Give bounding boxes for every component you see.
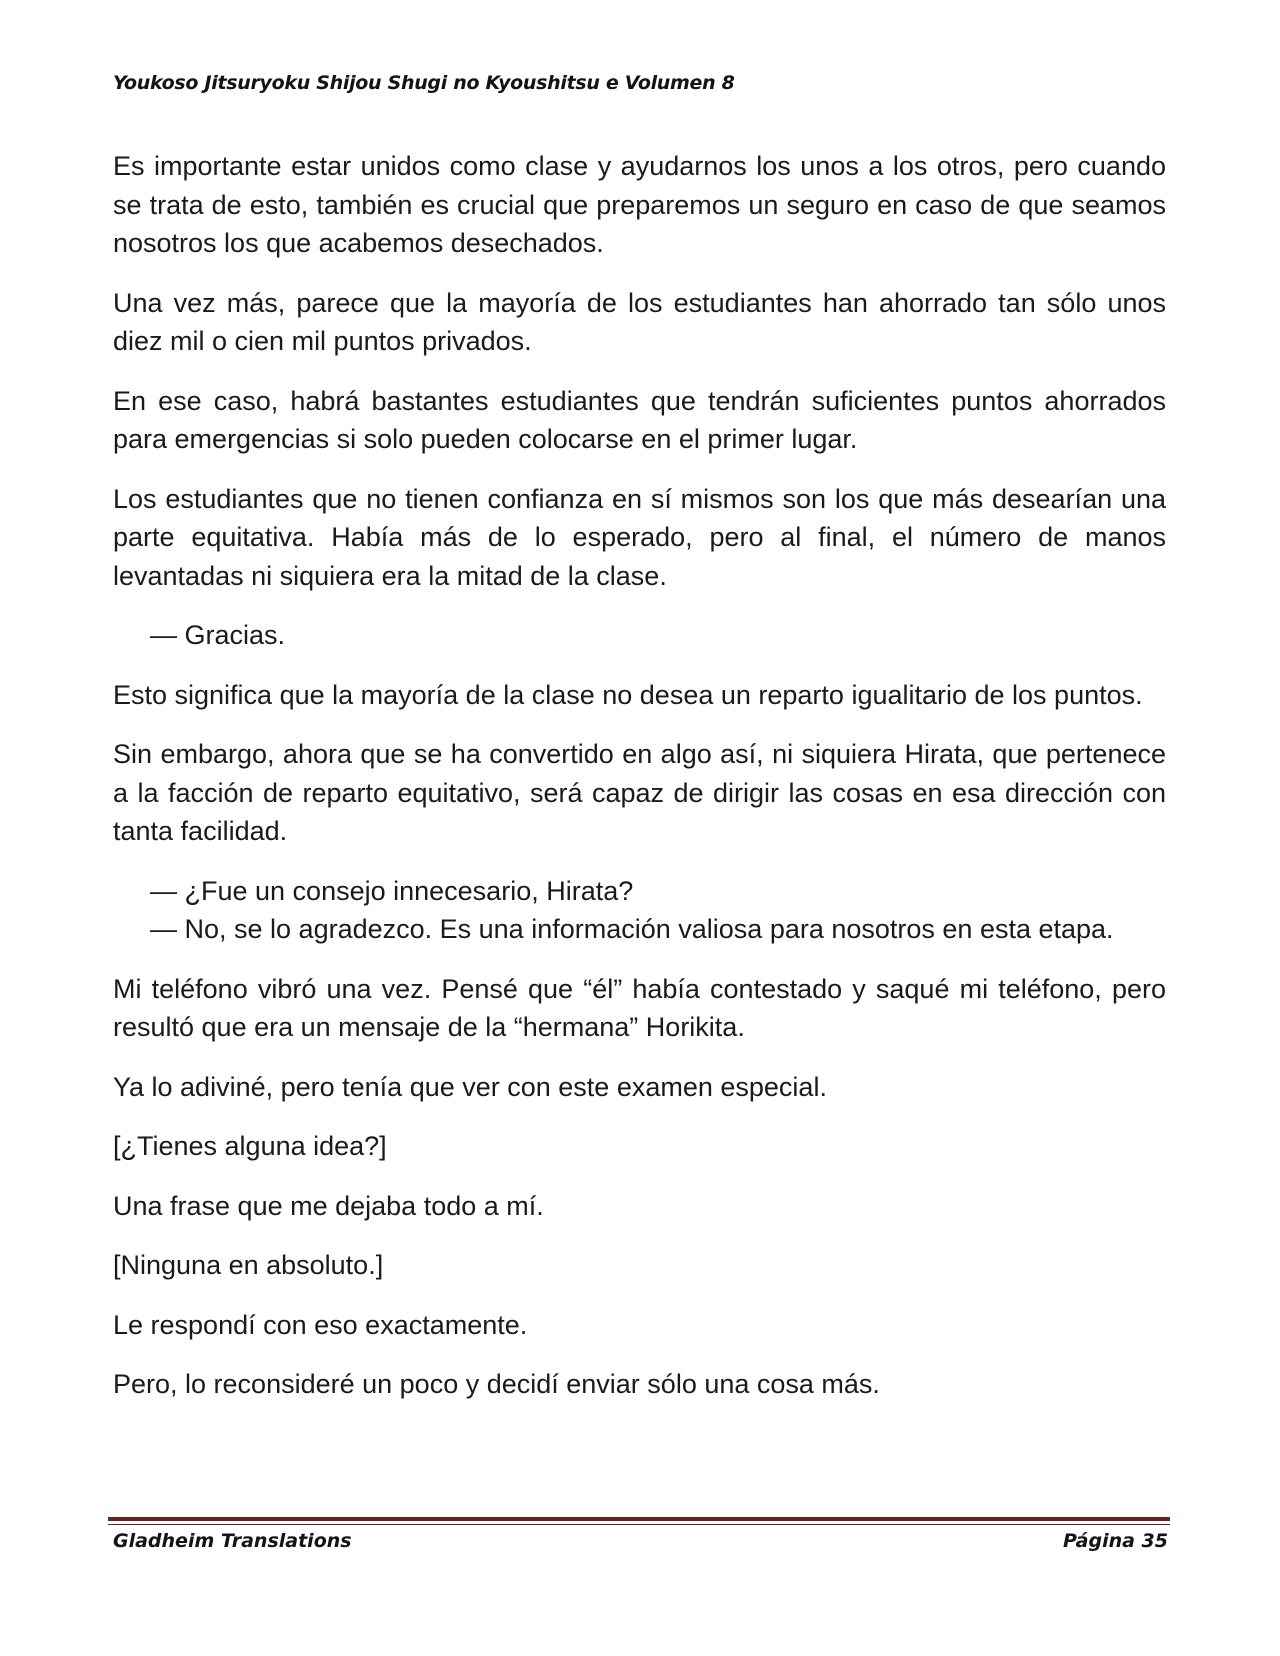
- body-text: [113, 147, 1166, 1425]
- paragraph-5: Esto significa que la mayoría de la clase no desea un reparto igualitario de los puntos.: [113, 679, 1143, 710]
- paragraph-9: [¿Tienes alguna idea?]: [113, 1131, 387, 1161]
- footer-rule: [108, 1517, 1170, 1521]
- paragraph-13: Pero, lo reconsideré un poco y decidí enviar sólo una cosa más.: [113, 1369, 880, 1399]
- paragraph-10: Una frase que me dejaba todo a mí.: [113, 1190, 544, 1221]
- paragraph-7: Mi teléfono vibró una vez. Pensé que “él” había contestado y saqué mi teléfono, pero resultó que era un mensaje de la “hermana” Horikita.: [113, 973, 1166, 1042]
- dialogue-gracias: — Gracias.: [150, 620, 286, 650]
- paragraph-4: Los estudiantes que no tienen confianza en sí mismos son los que más desearían una parte equitativa. Había más de lo esperado, pero al final, el número de manos levantadas ni siquiera era la mitad de la clase.: [113, 483, 1166, 591]
- dialogue-agradezco: — No, se lo agradezco. Es una información valiosa para nosotros en esta etapa.: [150, 914, 1114, 944]
- paragraph-12: Le respondí con eso exactamente.: [113, 1309, 528, 1340]
- paragraph-11: [Ninguna en absoluto.]: [113, 1250, 384, 1280]
- footer-page-number: Página 35: [1062, 1530, 1168, 1552]
- paragraph-8: Ya lo adiviné, pero tenía que ver con este examen especial.: [113, 1071, 827, 1102]
- footer-rule-thin: [108, 1524, 1170, 1525]
- footer-publisher: Gladheim Translations: [113, 1530, 352, 1552]
- paragraph-2: Una vez más, parece que la mayoría de los estudiantes han ahorrado tan sólo unos diez mil o cien mil puntos privados.: [113, 287, 1166, 356]
- paragraph-1: Es importante estar unidos como clase y ayudarnos los unos a los otros, pero cuando se trata de esto, también es crucial que preparemos un seguro en caso de que seamos nosotros los que acabemos desechados.: [113, 151, 1166, 258]
- running-header: Youkoso Jitsuryoku Shijou Shugi no Kyoushitsu e Volumen 8: [113, 72, 735, 94]
- paragraph-6: Sin embargo, ahora que se ha convertido en algo así, ni siquiera Hirata, que pertenece a la facción de reparto equitativo, será capaz de dirigir las cosas en esa dirección con tanta facilidad.: [113, 739, 1166, 846]
- paragraph-3: En ese caso, habrá bastantes estudiantes que tendrán suficientes puntos ahorrados para emergencias si solo pueden colocarse en el primer lugar.: [113, 385, 1166, 454]
- dialogue-consejo: — ¿Fue un consejo innecesario, Hirata?: [150, 875, 634, 906]
